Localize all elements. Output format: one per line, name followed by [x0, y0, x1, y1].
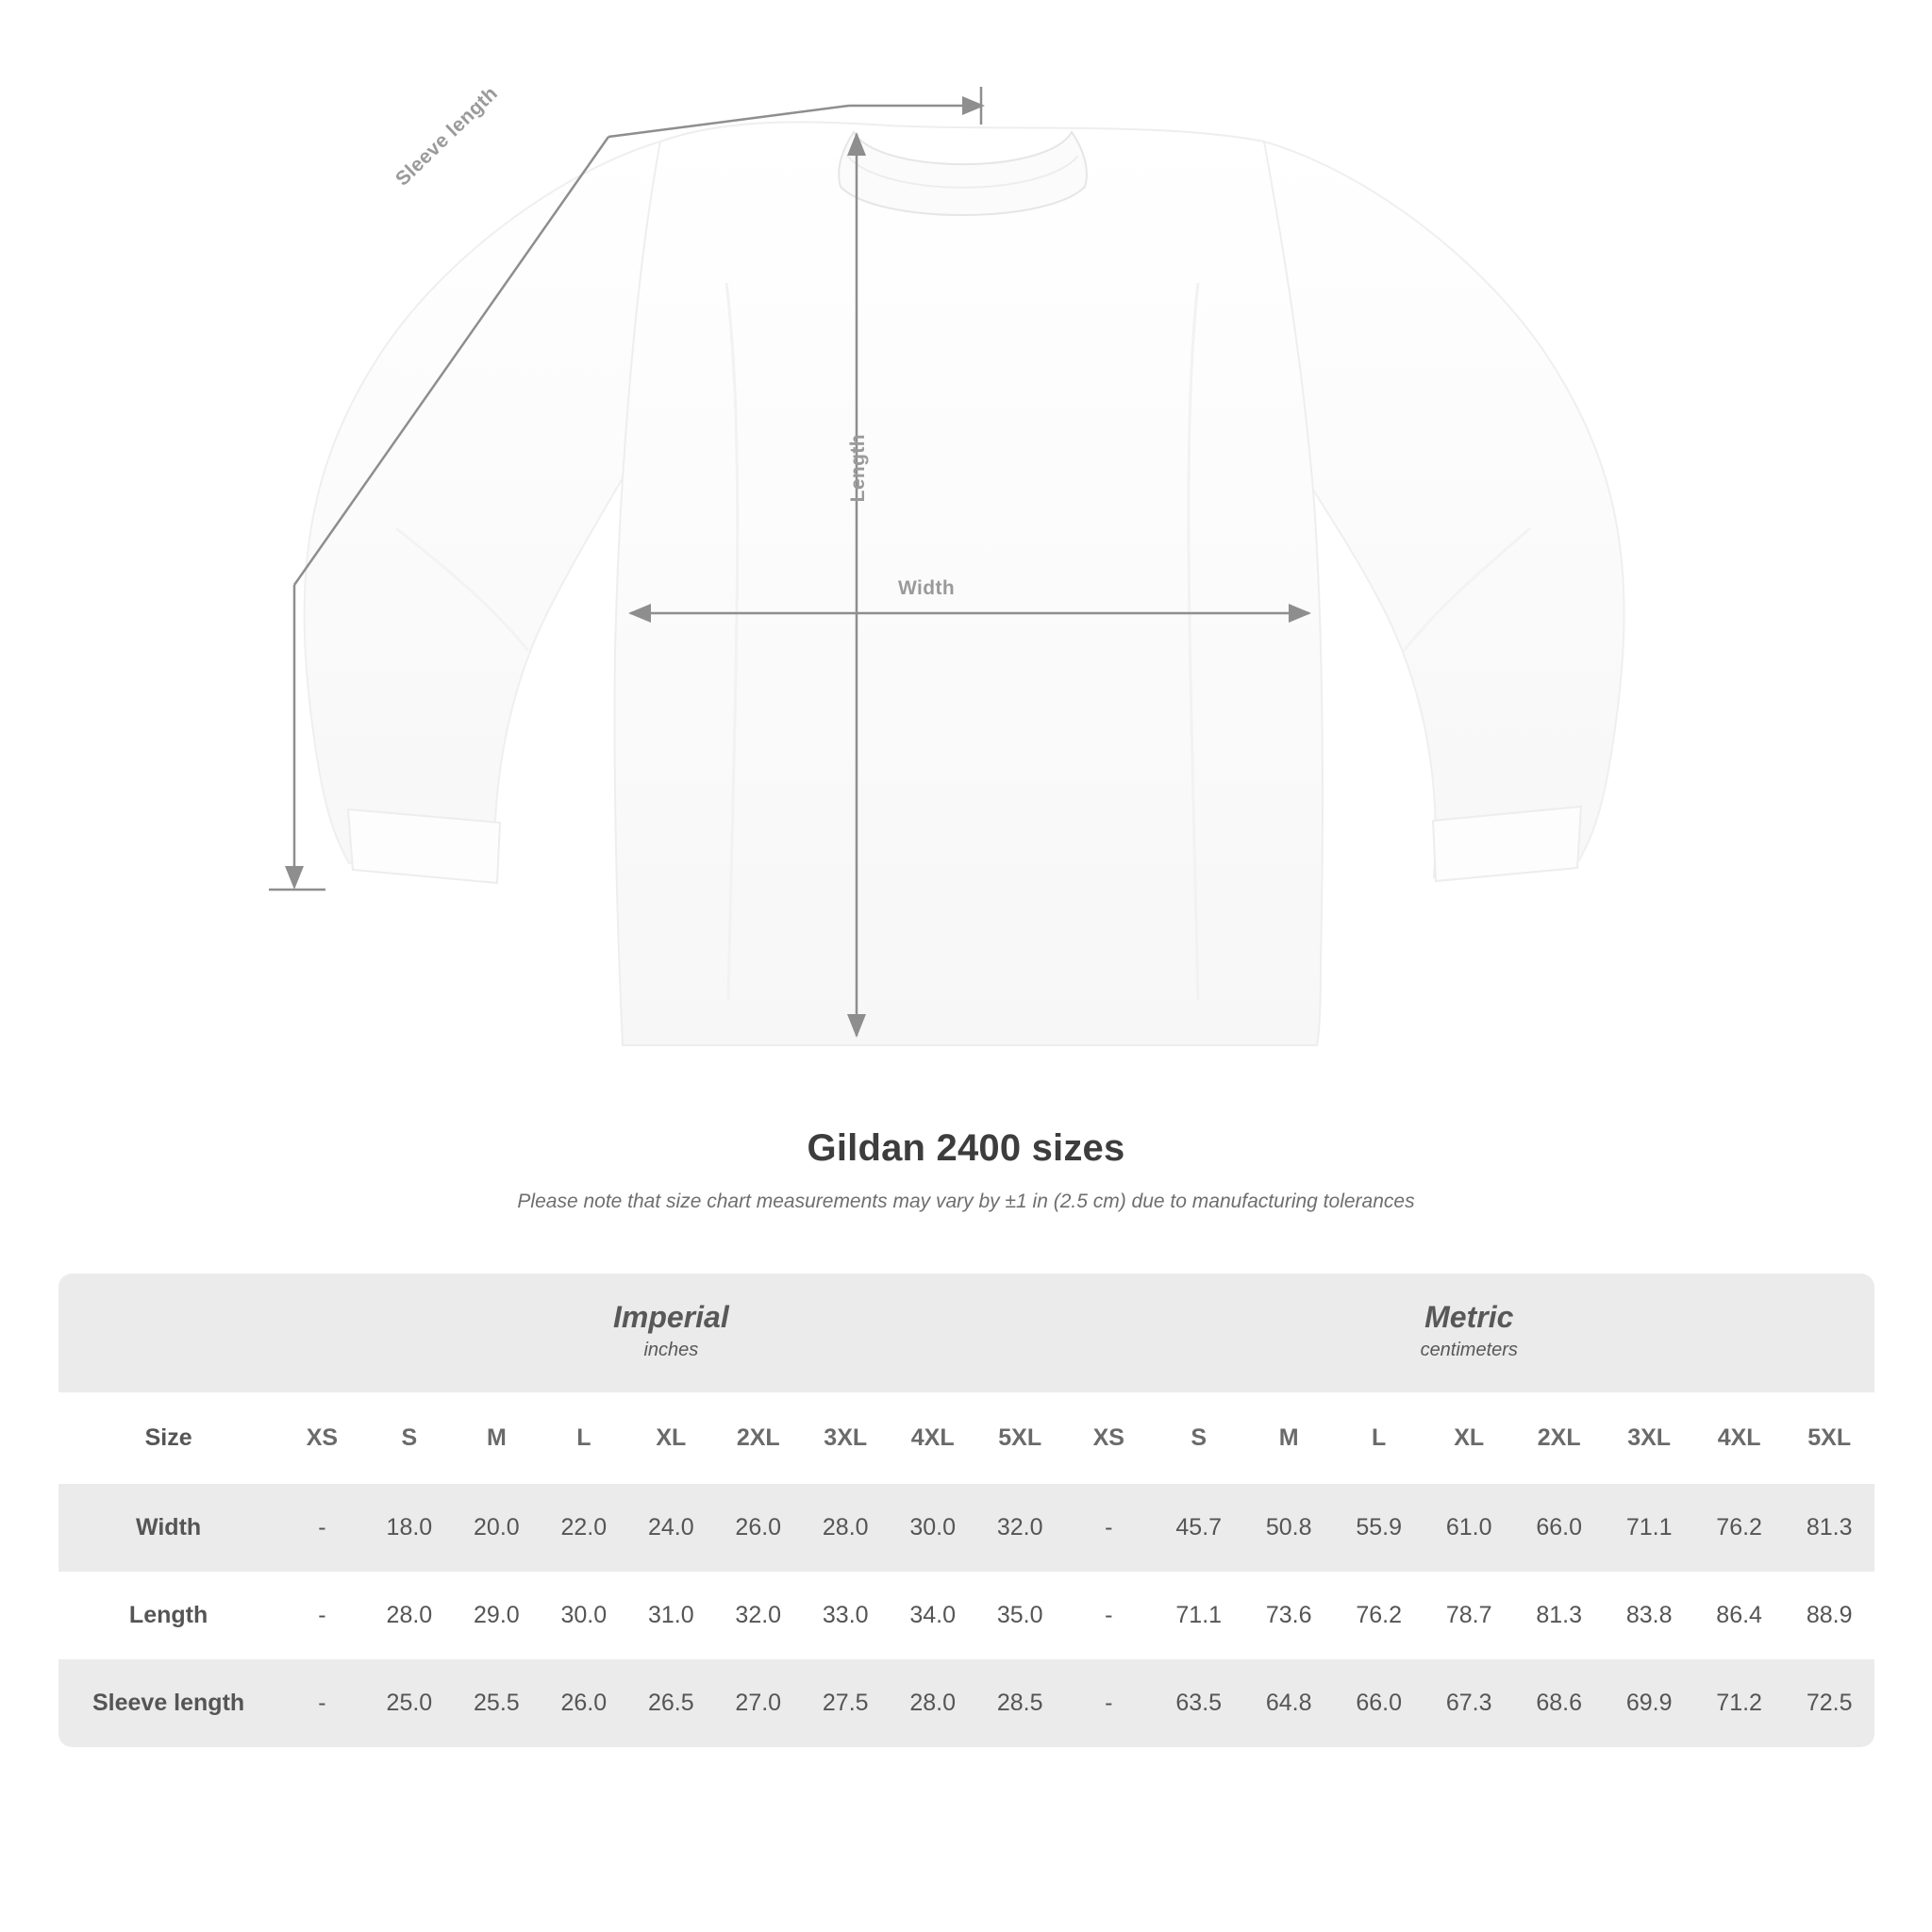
col-header-metric-s: S: [1154, 1392, 1243, 1484]
cell-length-metric-3xl: 83.8: [1604, 1572, 1693, 1659]
cell-width-metric-m: 50.8: [1243, 1484, 1333, 1572]
col-header-imperial-2xl: 2XL: [715, 1392, 802, 1484]
size-table: [58, 1274, 1874, 1747]
table-row: [58, 1659, 1874, 1747]
cell-length-imperial-xs: -: [278, 1572, 365, 1659]
cell-sleeve-imperial-l: 26.0: [541, 1659, 627, 1747]
cell-length-imperial-xl: 31.0: [627, 1572, 714, 1659]
cell-length-imperial-l: 30.0: [541, 1572, 627, 1659]
cell-width-metric-xs: -: [1064, 1484, 1154, 1572]
cell-sleeve-imperial-5xl: 28.5: [976, 1659, 1064, 1747]
size-header-row: [58, 1392, 1874, 1484]
cell-sleeve-metric-5xl: 72.5: [1784, 1659, 1874, 1747]
imperial-unit-sub: inches: [643, 1340, 699, 1360]
cell-length-metric-s: 71.1: [1154, 1572, 1243, 1659]
cell-length-metric-4xl: 86.4: [1694, 1572, 1784, 1659]
cell-width-metric-s: 45.7: [1154, 1484, 1243, 1572]
cell-width-metric-xl: 61.0: [1424, 1484, 1513, 1572]
width-label: Width: [898, 577, 956, 599]
cell-sleeve-imperial-xs: -: [278, 1659, 365, 1747]
size-header-cell: Size: [58, 1392, 278, 1484]
cell-width-imperial-xs: -: [278, 1484, 365, 1572]
cell-width-metric-l: 55.9: [1334, 1484, 1424, 1572]
col-header-metric-xl: XL: [1424, 1392, 1513, 1484]
cell-length-metric-5xl: 88.9: [1784, 1572, 1874, 1659]
size-table-container: [58, 1274, 1874, 1747]
row-label-sleeve-length: Sleeve length: [58, 1659, 278, 1747]
cell-length-imperial-s: 28.0: [366, 1572, 453, 1659]
metric-unit-name: Metric: [1424, 1300, 1514, 1334]
cell-sleeve-imperial-2xl: 27.0: [715, 1659, 802, 1747]
units-spacer-cell: [58, 1274, 278, 1392]
col-header-metric-4xl: 4XL: [1694, 1392, 1784, 1484]
cell-sleeve-metric-4xl: 71.2: [1694, 1659, 1784, 1747]
cell-sleeve-imperial-m: 25.5: [453, 1659, 540, 1747]
col-header-imperial-4xl: 4XL: [889, 1392, 975, 1484]
cell-sleeve-imperial-3xl: 27.5: [802, 1659, 889, 1747]
col-header-imperial-s: S: [366, 1392, 453, 1484]
col-header-metric-3xl: 3XL: [1604, 1392, 1693, 1484]
cell-width-imperial-2xl: 26.0: [715, 1484, 802, 1572]
cell-sleeve-imperial-xl: 26.5: [627, 1659, 714, 1747]
sleeve-length-label: Sleeve length: [391, 82, 503, 191]
col-header-metric-m: M: [1243, 1392, 1333, 1484]
col-header-imperial-5xl: 5XL: [976, 1392, 1064, 1484]
units-header-row: [58, 1274, 1874, 1392]
cell-sleeve-metric-xl: 67.3: [1424, 1659, 1513, 1747]
cell-width-metric-3xl: 71.1: [1604, 1484, 1693, 1572]
col-header-metric-2xl: 2XL: [1514, 1392, 1604, 1484]
cell-sleeve-metric-xs: -: [1064, 1659, 1154, 1747]
row-label-width: Width: [58, 1484, 278, 1572]
col-header-imperial-m: M: [453, 1392, 540, 1484]
cell-width-imperial-3xl: 28.0: [802, 1484, 889, 1572]
imperial-unit-name: Imperial: [612, 1300, 729, 1334]
title-block: [0, 1127, 1932, 1213]
col-header-metric-l: L: [1334, 1392, 1424, 1484]
cell-width-imperial-4xl: 30.0: [889, 1484, 975, 1572]
cell-length-metric-l: 76.2: [1334, 1572, 1424, 1659]
col-header-imperial-xl: XL: [627, 1392, 714, 1484]
cell-length-metric-2xl: 81.3: [1514, 1572, 1604, 1659]
cell-width-imperial-s: 18.0: [366, 1484, 453, 1572]
col-header-imperial-l: L: [541, 1392, 627, 1484]
cell-sleeve-imperial-s: 25.0: [366, 1659, 453, 1747]
cell-sleeve-metric-m: 64.8: [1243, 1659, 1333, 1747]
cell-width-metric-4xl: 76.2: [1694, 1484, 1784, 1572]
cell-length-imperial-3xl: 33.0: [802, 1572, 889, 1659]
cell-sleeve-metric-2xl: 68.6: [1514, 1659, 1604, 1747]
cell-width-metric-5xl: 81.3: [1784, 1484, 1874, 1572]
table-row: [58, 1484, 1874, 1572]
tolerance-note: Please note that size chart measurements may vary by ±1 in (2.5 cm) due to manufacturing tolerances: [517, 1191, 1415, 1212]
cell-width-imperial-l: 22.0: [541, 1484, 627, 1572]
cell-width-metric-2xl: 66.0: [1514, 1484, 1604, 1572]
length-label: Length: [847, 434, 869, 503]
cell-sleeve-metric-l: 66.0: [1334, 1659, 1424, 1747]
table-row: [58, 1572, 1874, 1659]
col-header-metric-xs: XS: [1064, 1392, 1154, 1484]
page-title: Gildan 2400 sizes: [807, 1127, 1125, 1169]
cell-length-imperial-m: 29.0: [453, 1572, 540, 1659]
cell-sleeve-metric-3xl: 69.9: [1604, 1659, 1693, 1747]
cell-length-metric-xl: 78.7: [1424, 1572, 1513, 1659]
cell-length-metric-m: 73.6: [1243, 1572, 1333, 1659]
col-header-imperial-xs: XS: [278, 1392, 365, 1484]
cell-width-imperial-m: 20.0: [453, 1484, 540, 1572]
cell-sleeve-imperial-4xl: 28.0: [889, 1659, 975, 1747]
cell-length-imperial-2xl: 32.0: [715, 1572, 802, 1659]
col-header-imperial-3xl: 3XL: [802, 1392, 889, 1484]
metric-unit-cell: [1064, 1274, 1875, 1392]
cell-sleeve-metric-s: 63.5: [1154, 1659, 1243, 1747]
row-label-length: Length: [58, 1572, 278, 1659]
metric-unit-sub: centimeters: [1420, 1340, 1518, 1360]
col-header-metric-5xl: 5XL: [1784, 1392, 1874, 1484]
imperial-unit-cell: [278, 1274, 1063, 1392]
cell-length-metric-xs: -: [1064, 1572, 1154, 1659]
cell-width-imperial-5xl: 32.0: [976, 1484, 1064, 1572]
cell-length-imperial-4xl: 34.0: [889, 1572, 975, 1659]
cell-width-imperial-xl: 24.0: [627, 1484, 714, 1572]
cell-length-imperial-5xl: 35.0: [976, 1572, 1064, 1659]
